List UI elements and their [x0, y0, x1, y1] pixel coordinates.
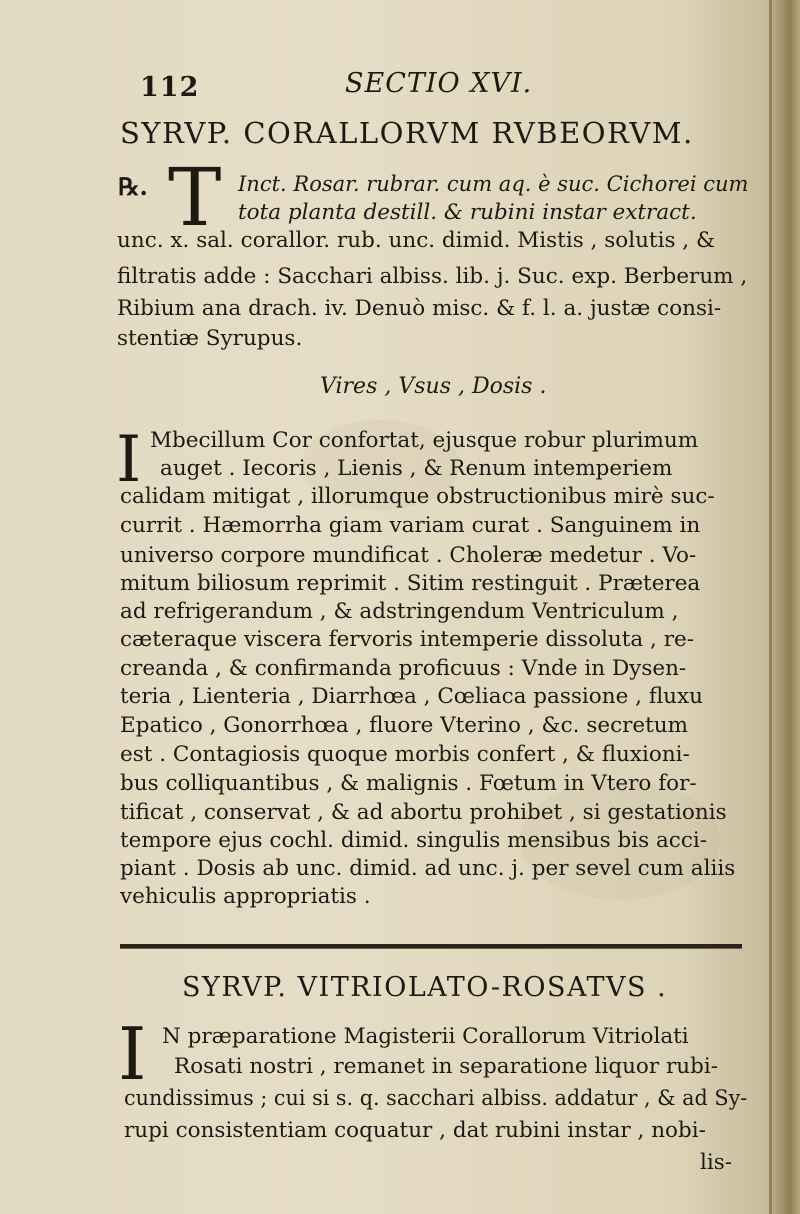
recipe-symbol: ℞. [118, 172, 148, 201]
recipe-line: unc. x. sal. corallor. rub. unc. dimid. Mistis , solutis , & [117, 228, 716, 253]
running-title: SECTIO XVI. [345, 68, 533, 99]
section-divider [120, 944, 742, 949]
paragraph-line: N præparatione Magisterii Corallorum Vitriolati [162, 1024, 689, 1049]
recipe-line: Ribium ana drach. iv. Denuò misc. & f. l. a. justæ consi- [117, 296, 722, 321]
paragraph-line: mitum biliosum reprimit . Sitim restinguit . Præterea [120, 571, 701, 596]
paragraph-line: tificat , conservat , & ad abortu prohibet , si gestationis [120, 800, 727, 825]
paragraph-line: auget . Iecoris , Lienis , & Renum intemperiem [160, 456, 673, 481]
paragraph-line: teria , Lienteria , Diarrhœa , Cœliaca passione , fluxu [120, 684, 703, 709]
paragraph-line: cundissimus ; cui si s. q. sacchari albiss. addatur , & ad Sy- [124, 1086, 748, 1111]
paragraph-line: Rosati nostri , remanet in separatione liquor rubi- [174, 1054, 719, 1079]
recipe-line: filtratis adde : Sacchari albiss. lib. j. Suc. exp. Berberum , [117, 264, 748, 289]
drop-cap: T [168, 151, 222, 244]
paragraph-line: piant . Dosis ab unc. dimid. ad unc. j. per sevel cum aliis [120, 856, 736, 881]
recipe-line: tota planta destill. & rubini instar extract. [238, 200, 697, 225]
page-number: 112 [140, 72, 200, 103]
catchword: lis- [700, 1150, 733, 1175]
binding-edge [769, 0, 772, 1214]
paragraph-line: currit . Hæmorrha giam variam curat . Sanguinem in [120, 513, 701, 538]
recipe-line: stentiæ Syrupus. [117, 326, 303, 351]
paragraph-line: vehiculis appropriatis . [120, 884, 371, 909]
paragraph-line: creanda , & confirmanda proficuus : Vnde in Dysen- [120, 656, 687, 681]
paragraph-line: ad refrigerandum , & adstringendum Ventriculum , [120, 599, 679, 624]
recipe-line: Inct. Rosar. rubrar. cum aq. è suc. Cichorei cum [238, 172, 749, 197]
paragraph-line: rupi consistentiam coquatur , dat rubini instar , nobi- [124, 1118, 706, 1143]
paragraph-line: Mbecillum Cor confortat, ejusque robur plurimum [150, 428, 699, 453]
paragraph-line: est . Contagiosis quoque morbis confert , & fluxioni- [120, 742, 690, 767]
section-title: SYRVP. CORALLORVM RVBEORVM. [120, 116, 694, 150]
paragraph-line: calidam mitigat , illorumque obstructionibus mirè suc- [120, 484, 715, 509]
drop-cap: I [116, 423, 142, 497]
paragraph-line: tempore ejus cochl. dimid. singulis mensibus bis acci- [120, 828, 708, 853]
paragraph-line: universo corpore mundificat . Choleræ medetur . Vo- [120, 543, 697, 568]
section-title: SYRVP. VITRIOLATO-ROSATVS . [182, 972, 668, 1003]
subheading: Vires , Vsus , Dosis . [320, 374, 547, 399]
paragraph-line: Epatico , Gonorrhœa , fluore Vterino , &c. secretum [120, 713, 688, 738]
drop-cap: I [118, 1012, 147, 1096]
paragraph-line: cæteraque viscera fervoris intemperie dissoluta , re- [120, 627, 694, 652]
paragraph-line: bus colliquantibus , & malignis . Fœtum in Vtero for- [120, 771, 697, 796]
